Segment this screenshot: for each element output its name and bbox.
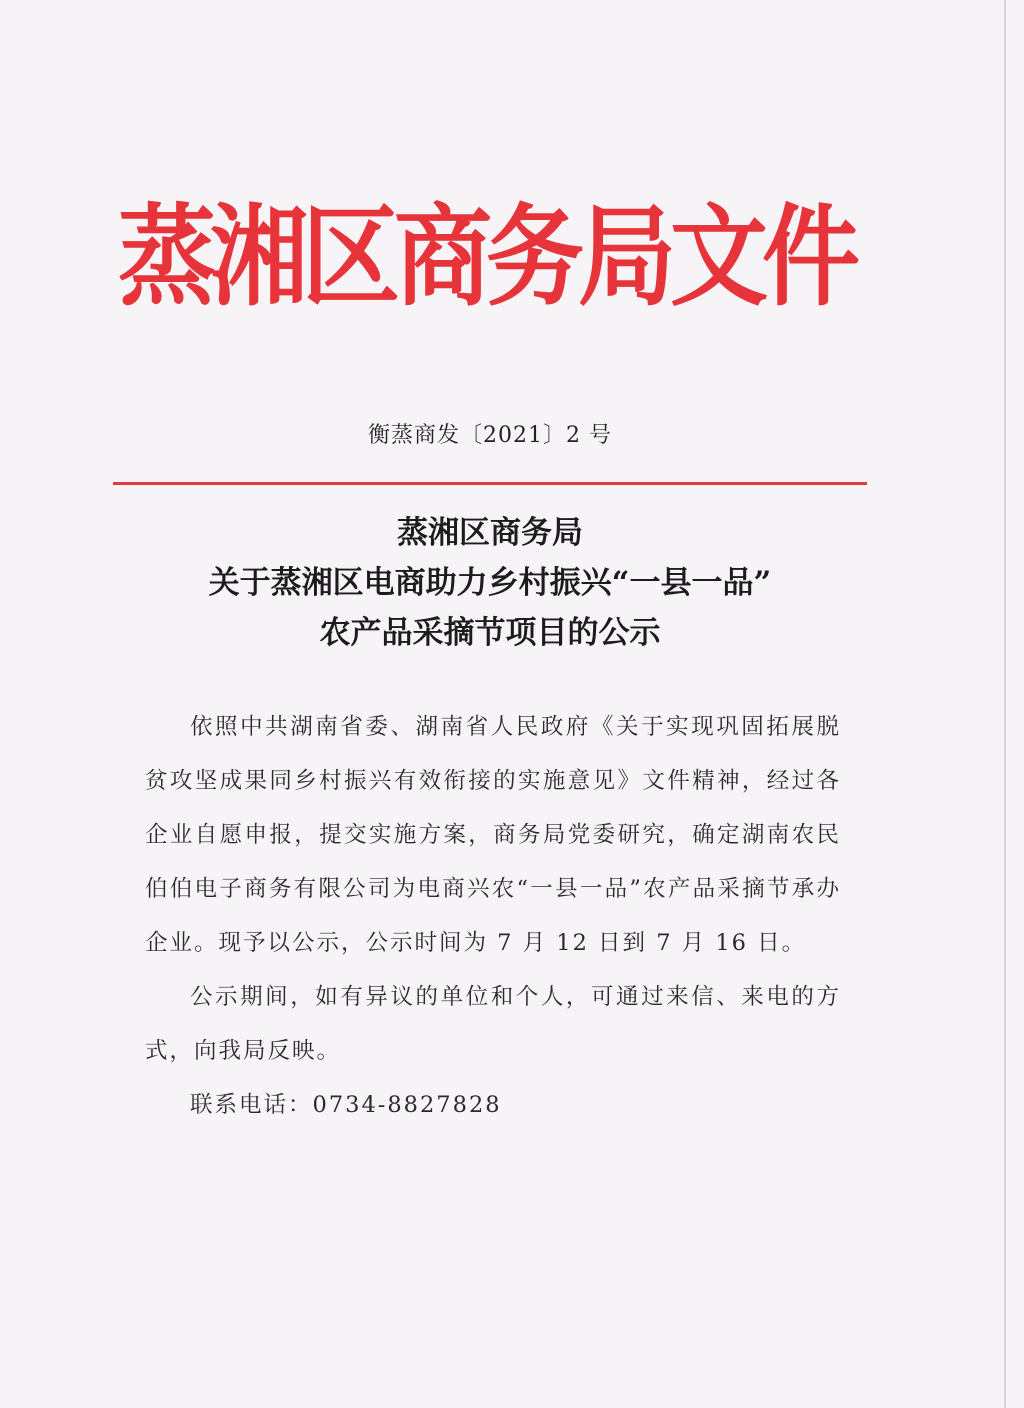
document-number: 衡蒸商发〔2021〕2 号 [368, 423, 612, 448]
red-divider-rule [113, 482, 867, 485]
notice-title [100, 508, 880, 658]
body-paragraph-1: 依照中共湖南省委、湖南省人民政府《关于实现巩固拓展脱贫攻坚成果同乡村振兴有效衔接的实施意见》文件精神，经过各企业自愿申报，提交实施方案，商务局党委研究，确定湖南农民伯伯电子商务有限公司为电商兴农“一县一品”农产品采摘节承办企业。现予以公示，公示时间为 7 月 12 日到 7 月 16 日。 [145, 714, 841, 956]
notice-title-line-3: 农产品采摘节项目的公示 [319, 615, 661, 651]
notice-body [145, 700, 841, 1132]
notice-title-line-1: 蒸湘区商务局 [397, 515, 583, 551]
contact-phone: 联系电话：0734-8827828 [190, 1092, 502, 1118]
notice-title-line-2: 关于蒸湘区电商助力乡村振兴“一县一品” [208, 565, 772, 601]
document-header-title: 蒸湘区商务局文件 [118, 192, 855, 322]
scan-edge [1004, 0, 1006, 1408]
body-paragraph-2: 公示期间，如有异议的单位和个人，可通过来信、来电的方式，向我局反映。 [145, 984, 841, 1064]
